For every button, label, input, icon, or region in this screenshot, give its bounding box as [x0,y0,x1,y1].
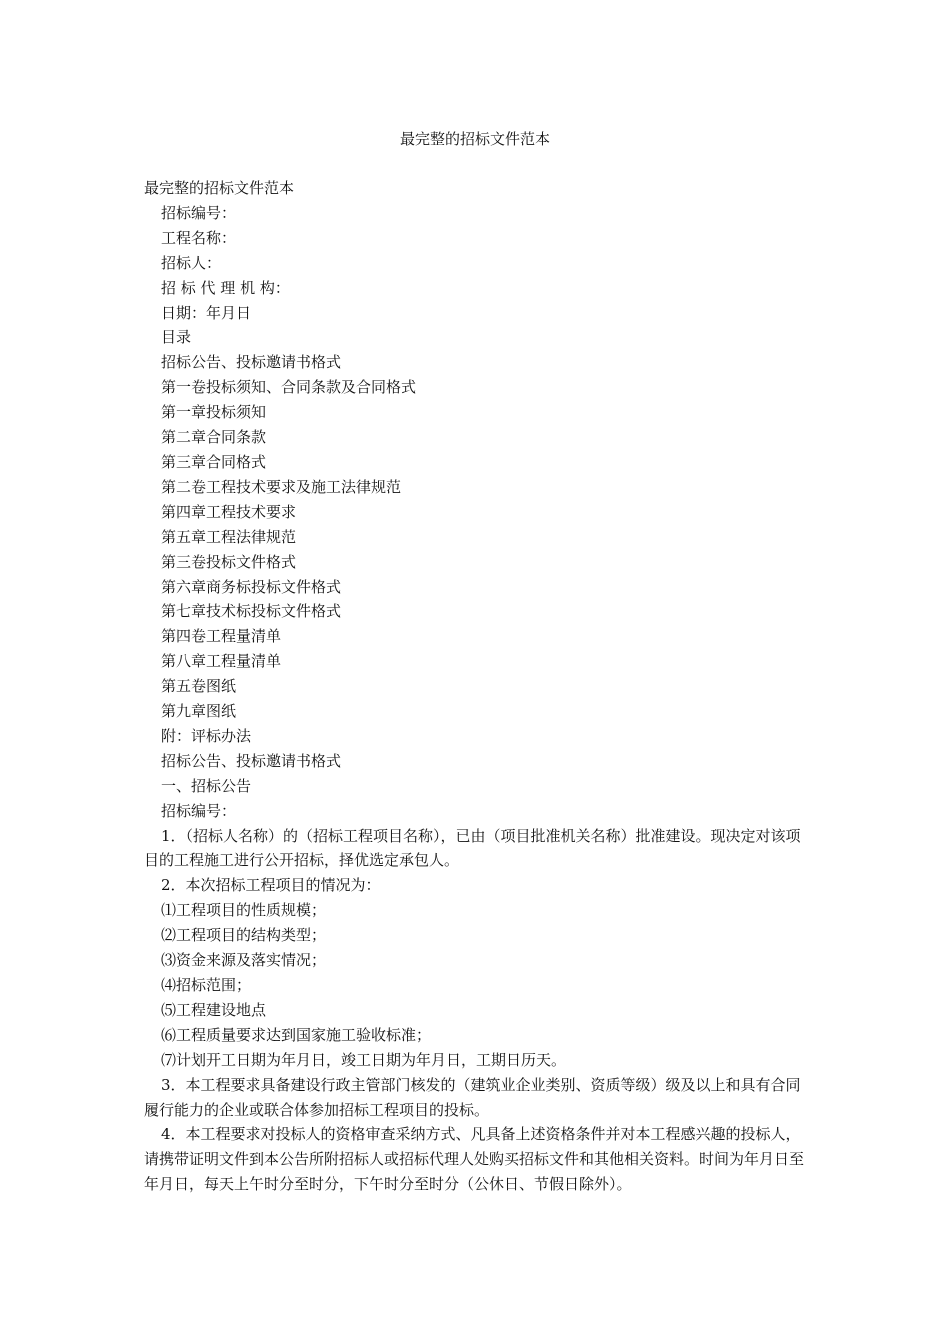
notice-tender-no: 招标编号： [161,801,237,820]
toc-label: 目录 [161,328,192,347]
cover-agency: 招 标 代 理 机 构： [161,278,290,297]
cover-project-name: 工程名称： [161,228,237,247]
heading: 最完整的招标文件范本 [144,179,295,197]
toc-item: 第五章工程法律规范 [161,527,297,546]
notice-item: ⑸工程建设地点 [161,1000,267,1019]
toc-item: 第二卷工程技术要求及施工法律规范 [161,477,402,496]
toc-item: 第七章技术标投标文件格式 [161,602,342,621]
toc-item: 第四章工程技术要求 [161,502,297,521]
toc-item: 附：评标办法 [161,726,252,745]
notice-subtitle: 一、招标公告 [161,776,252,795]
toc-item: 第八章工程量清单 [161,652,282,671]
toc-item: 第四卷工程量清单 [161,627,282,646]
notice-paragraph-3: 3．本工程要求具备建设行政主管部门核发的（建筑业企业类别、资质等级）级及以上和具有合同履行能力的企业或联合体参加招标工程项目的投标。 [144,1075,801,1119]
toc-item: 第三卷投标文件格式 [161,552,297,571]
toc-item: 第一章投标须知 [161,403,267,422]
toc-item: 第五卷图纸 [161,677,237,696]
toc-item: 第九章图纸 [161,702,237,721]
notice-paragraph-2: 2．本次招标工程项目的情况为： [161,876,381,895]
notice-paragraph-1: 1．（招标人名称）的（招标工程项目名称），已由（项目批准机关名称）批准建设。现决定对该项目的工程施工进行公开招标，择优选定承包人。 [144,826,801,870]
cover-date: 日期：年月日 [161,303,252,322]
toc-item: 招标公告、投标邀请书格式 [161,353,342,372]
toc-item: 第三章合同格式 [161,452,267,471]
notice-item: ⑹工程质量要求达到国家施工验收标准； [161,1025,432,1044]
cover-tenderer: 招标人： [161,253,222,272]
notice-item: ⑷招标范围； [161,976,252,994]
cover-tender-no: 招标编号： [161,203,237,222]
notice-section-title: 招标公告、投标邀请书格式 [161,751,342,770]
toc-item: 第一卷投标须知、合同条款及合同格式 [161,378,417,397]
notice-item: ⑴工程项目的性质规模； [161,901,327,920]
notice-item: ⑶资金来源及落实情况； [161,951,327,970]
notice-item: ⑺计划开工日期为年月日，竣工日期为年月日，工期日历天。 [161,1050,567,1069]
notice-paragraph-4: 4．本工程要求对投标人的资格审查采纳方式、凡具备上述资格条件并对本工程感兴趣的投标人，请携带证明文件到本公告所附招标人或招标代理人处购买招标文件和其他相关资料。时间为年月日至年月日，每天上午时分至时分，下午时分至时分（公休日、节假日除外）。 [144,1125,805,1194]
document-body [144,176,810,1197]
toc-item: 第六章商务标投标文件格式 [161,577,342,596]
notice-item: ⑵工程项目的结构类型； [161,926,327,945]
document-title: 最完整的招标文件范本 [399,130,550,148]
toc-item: 第二章合同条款 [161,428,267,447]
